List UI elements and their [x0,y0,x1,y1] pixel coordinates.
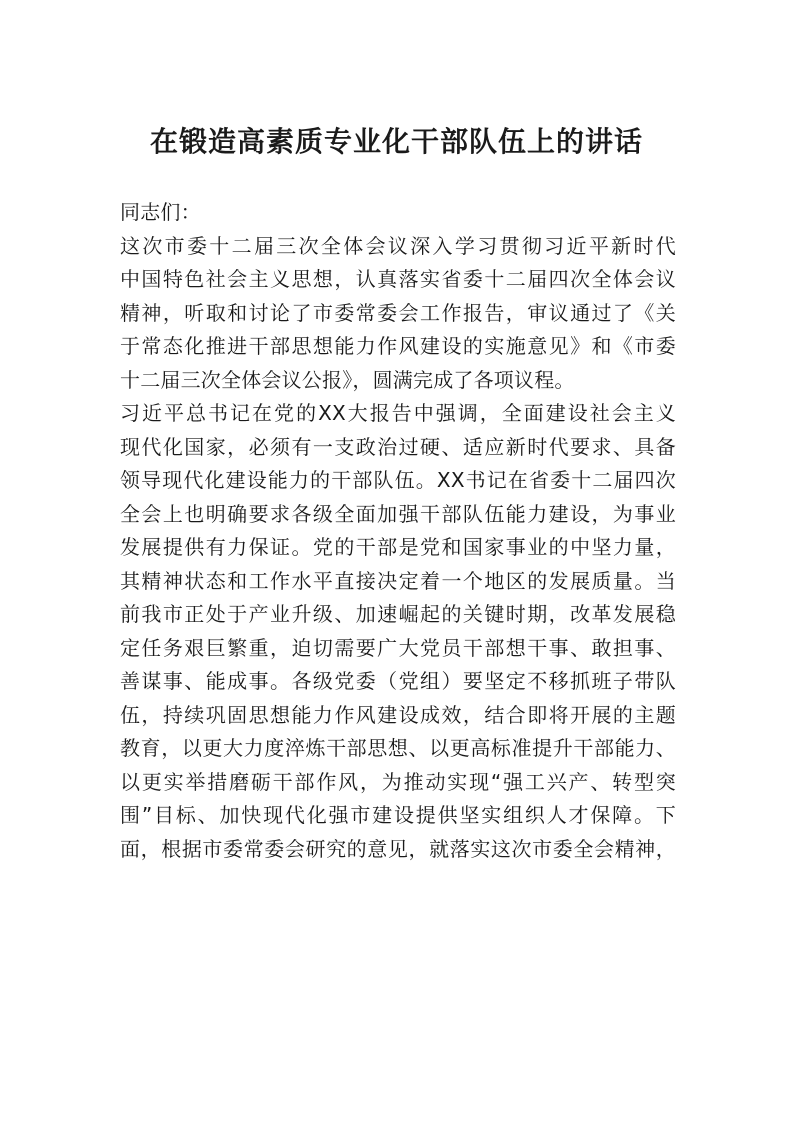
paragraph-line: 善谋事、能成事。各级党委（党组）要坚定不移抓班子带队 [120,669,676,693]
paragraph-line: 前我市正处于产业升级、加速崛起的关键时期，改革发展稳 [120,602,676,626]
paragraph-line: 发展提供有力保证。党的干部是党和国家事业的中坚力量， [120,535,676,559]
paragraph-line: 精神，听取和讨论了市委常委会工作报告，审议通过了《关 [120,300,676,325]
paragraph-line: 领导现代化建设能力的干部队伍。XX书记在省委十二届四次 [120,468,676,492]
paragraph-line: 面，根据市委常委会研究的意见，就落实这次市委全会精神， [120,836,676,861]
document-body [120,196,676,866]
paragraph-line: 伍，持续巩固思想能力作风建设成效，结合即将开展的主题 [120,702,676,727]
document-title: 在锻造高素质专业化干部队伍上的讲话 [149,125,643,158]
paragraph-line: 于常态化推进干部思想能力作风建设的实施意见》和《市委 [120,334,676,358]
paragraph-line: 十二届三次全体会议公报》，圆满完成了各项议程。 [120,367,575,392]
paragraph-line: 其精神状态和工作水平直接决定着一个地区的发展质量。当 [120,568,676,593]
paragraph-line: 这次市委十二届三次全体会议深入学习贯彻习近平新时代 [120,233,676,258]
paragraph-line: 以更实举措磨砺干部作风，为推动实现“强工兴产、转型突 [120,769,676,794]
salutation: 同志们： [120,200,201,224]
paragraph-line: 教育，以更大力度淬炼干部思想、以更高标准提升干部能力、 [120,736,676,760]
paragraph-line: 现代化国家，必须有一支政治过硬、适应新时代要求、具备 [120,434,676,459]
paragraph-line: 全会上也明确要求各级全面加强干部队伍能力建设，为事业 [120,501,676,526]
paragraph-line: 习近平总书记在党的XX大报告中强调，全面建设社会主义 [120,401,676,425]
paragraph-line: 中国特色社会主义思想，认真落实省委十二届四次全体会议 [120,267,676,291]
paragraph-line: 定任务艰巨繁重，迫切需要广大党员干部想干事、敢担事、 [120,635,676,660]
paragraph-line: 围”目标、加快现代化强市建设提供坚实组织人才保障。下 [120,803,676,827]
